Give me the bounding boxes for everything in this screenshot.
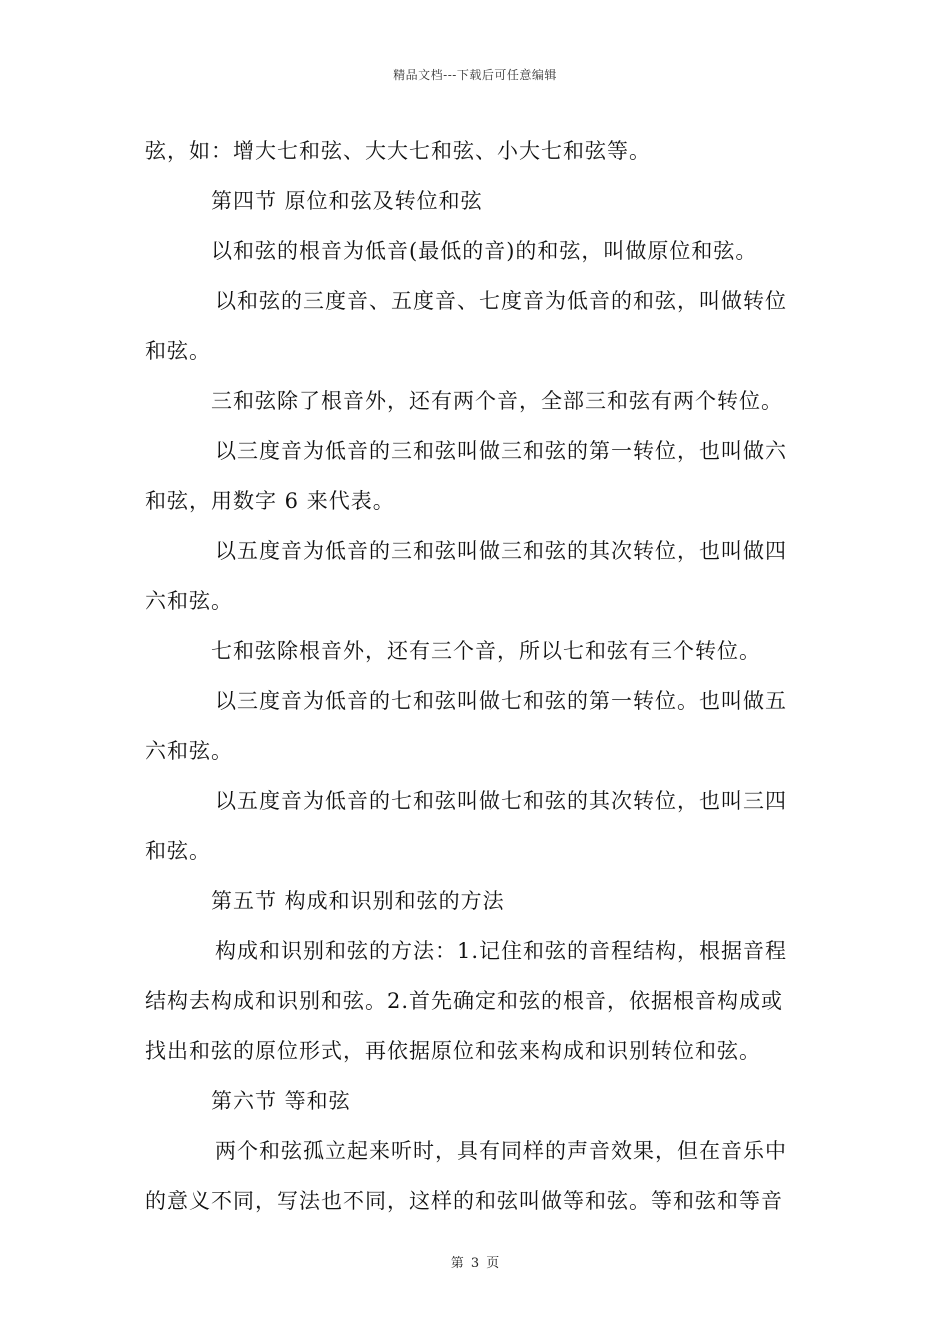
text-line: 找出和弦的原位形式，再依据原位和弦来构成和识别转位和弦。 [145, 1039, 761, 1063]
text-line: 以和弦的三度音、五度音、七度音为低音的和弦，叫做转位 [215, 289, 787, 313]
text-line: 以五度音为低音的七和弦叫做七和弦的其次转位，也叫三四 [215, 789, 787, 813]
page-header: 精品文档---下载后可任意编辑 [393, 68, 557, 82]
text-line: 结构去构成和识别和弦。2.首先确定和弦的根音，依据根音构成或 [145, 989, 784, 1013]
text-line: 构成和识别和弦的方法：1.记住和弦的音程结构，根据音程 [215, 939, 788, 963]
text-line: 两个和弦孤立起来听时，具有同样的声音效果，但在音乐中 [215, 1139, 787, 1163]
section-heading: 第六节 等和弦 [211, 1089, 351, 1113]
text-line: 和弦。 [145, 339, 211, 363]
text-line: 六和弦。 [145, 589, 233, 613]
text-line: 三和弦除了根音外，还有两个音，全部三和弦有两个转位。 [211, 389, 783, 413]
section-heading: 第五节 构成和识别和弦的方法 [211, 889, 505, 913]
text-line: 以三度音为低音的三和弦叫做三和弦的第一转位，也叫做六 [215, 439, 787, 463]
text-line: 六和弦。 [145, 739, 233, 763]
text-line: 以三度音为低音的七和弦叫做七和弦的第一转位。也叫做五 [215, 689, 787, 713]
text-line: 以五度音为低音的三和弦叫做三和弦的其次转位，也叫做四 [215, 539, 787, 563]
text-line: 的意义不同，写法也不同，这样的和弦叫做等和弦。等和弦和等音 [145, 1189, 783, 1213]
text-line: 和弦，用数字 6 来代表。 [145, 489, 395, 513]
text-line: 弦，如：增大七和弦、大大七和弦、小大七和弦等。 [145, 139, 651, 163]
section-heading: 第四节 原位和弦及转位和弦 [211, 189, 483, 213]
text-line: 和弦。 [145, 839, 211, 863]
document-body [145, 133, 810, 1233]
text-line: 七和弦除根音外，还有三个音，所以七和弦有三个转位。 [211, 639, 761, 663]
text-line: 以和弦的根音为低音(最低的音)的和弦，叫做原位和弦。 [211, 239, 758, 263]
page-number: 第 3 页 [450, 1256, 500, 1271]
